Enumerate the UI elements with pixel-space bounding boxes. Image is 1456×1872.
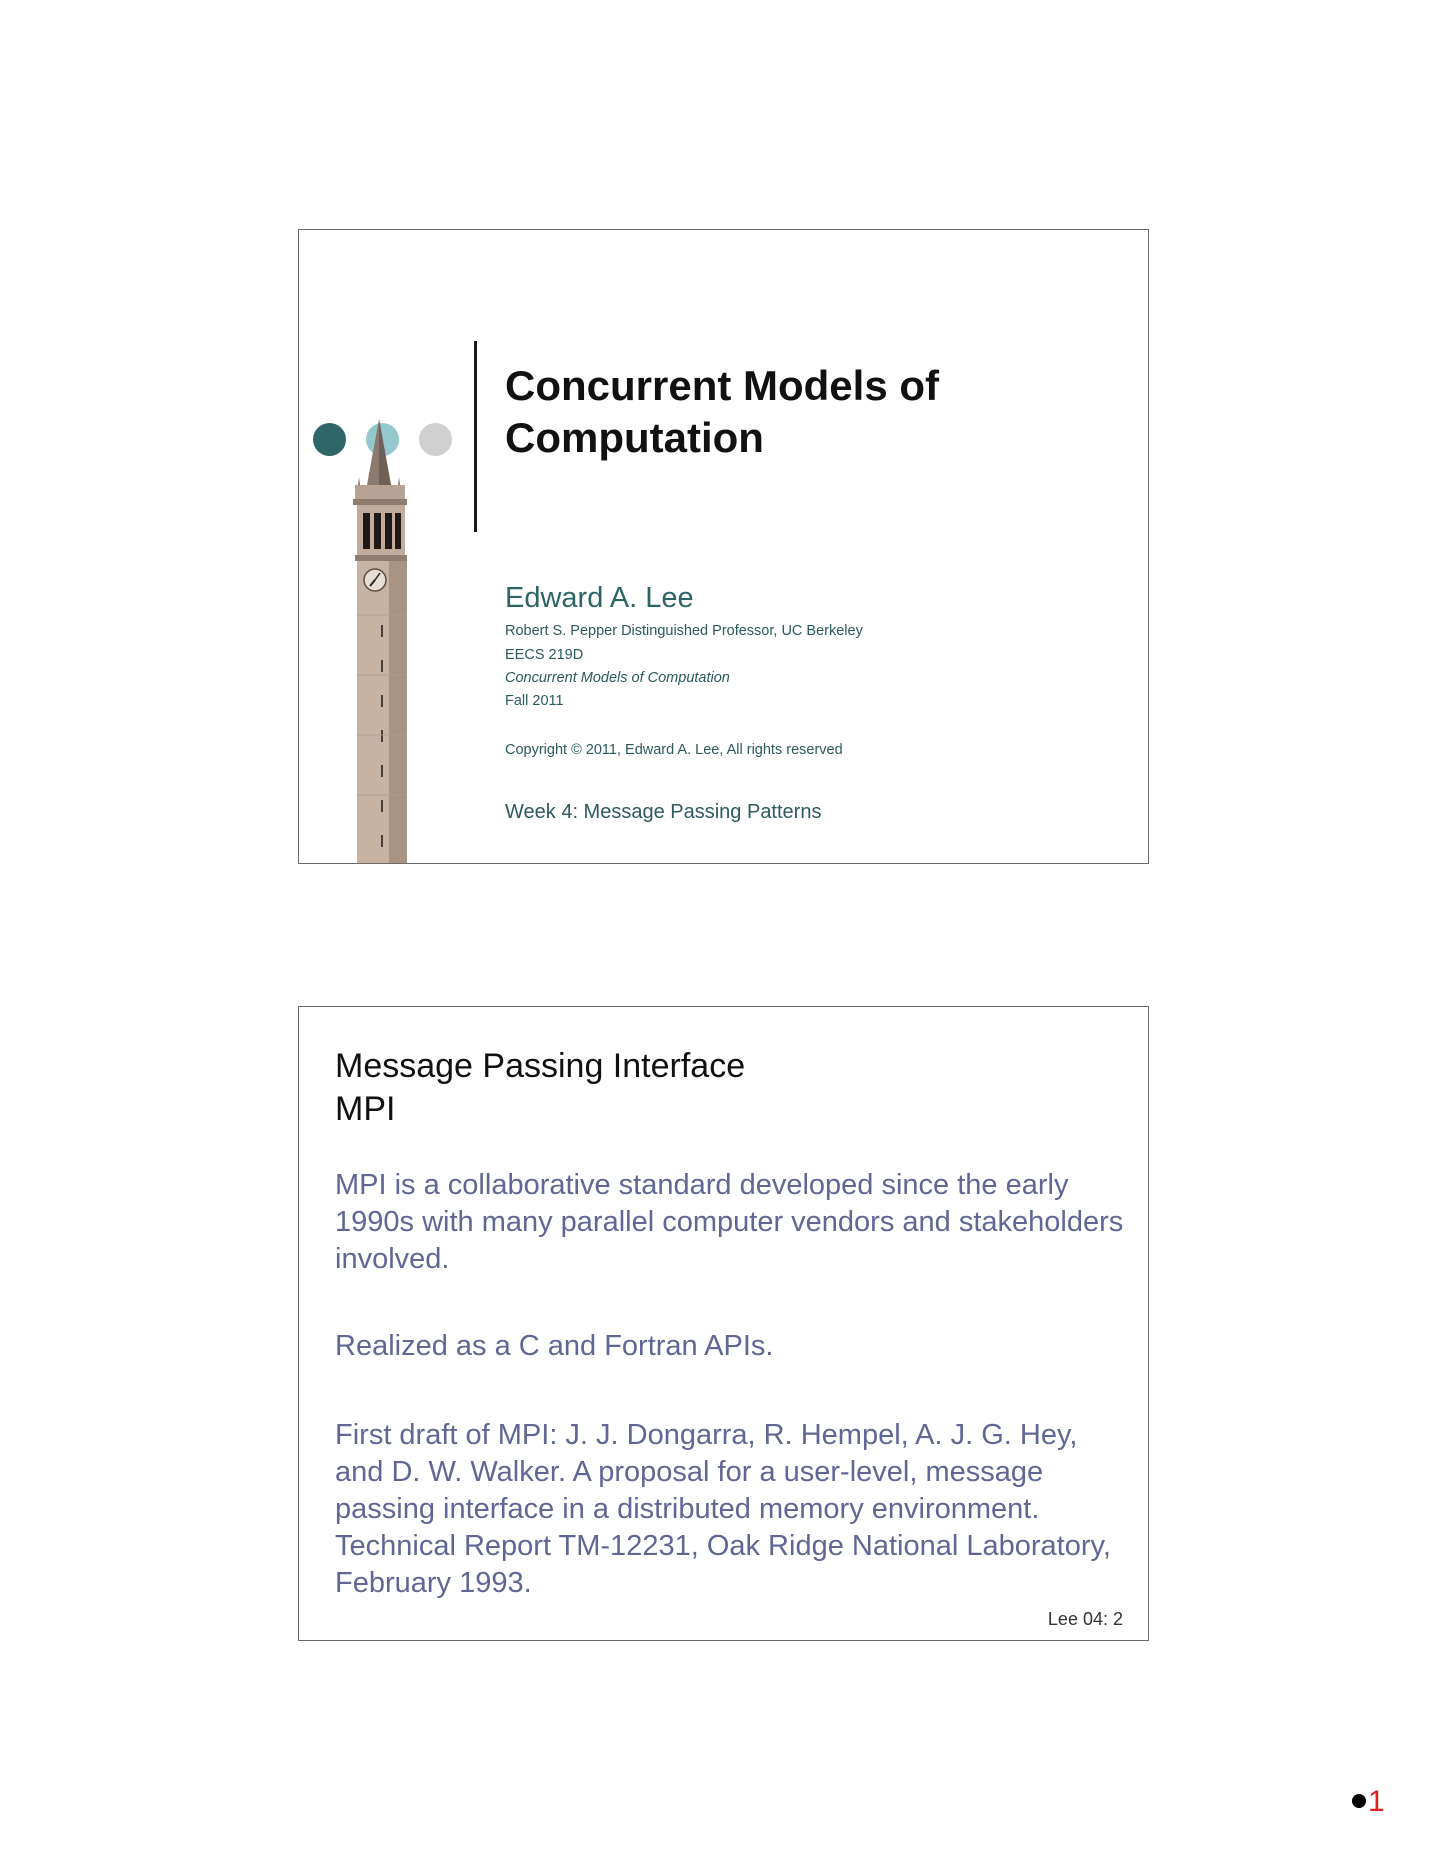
- slide-heading-line-1: Message Passing Interface: [335, 1047, 746, 1085]
- slide-heading-line-2: MPI: [335, 1090, 396, 1128]
- lecture-topic: Week 4: Message Passing Patterns: [505, 801, 822, 823]
- campanile-tower-image: [349, 415, 449, 864]
- title-divider-bar: [474, 341, 477, 532]
- course-name: Concurrent Models of Computation: [505, 670, 730, 686]
- slide-heading: [335, 1045, 745, 1131]
- bullet-icon: [1352, 1794, 1366, 1808]
- title-slide: [298, 229, 1149, 864]
- dark-teal-dot: [313, 423, 346, 456]
- slide-footer: Lee 04: 2: [1047, 1609, 1123, 1629]
- course-code: EECS 219D: [505, 647, 584, 663]
- author-name: Edward A. Lee: [505, 582, 694, 614]
- paragraph-mpi-standard: MPI is a collaborative standard developed since the early 1990s with many parallel computer vendors and stakeholders involved.: [335, 1169, 1124, 1275]
- author-affiliation: Robert S. Pepper Distinguished Professor, UC Berkeley: [505, 623, 863, 639]
- paragraph-apis: Realized as a C and Fortran APIs.: [335, 1330, 774, 1362]
- slide-title: Concurrent Models of Computation: [505, 362, 940, 461]
- copyright-notice: Copyright © 2011, Edward A. Lee, All rights reserved: [505, 742, 843, 758]
- content-slide: [298, 1006, 1149, 1641]
- page-number: [1352, 1785, 1385, 1819]
- paragraph-first-draft: First draft of MPI: J. J. Dongarra, R. Hempel, A. J. G. Hey, and D. W. Walker. A proposal for a user-level, message passing interface in a distributed memory environment. Technical Report TM-12231, Oak Ridge National Laboratory, February 1993.: [335, 1419, 1111, 1599]
- course-term: Fall 2011: [505, 693, 564, 709]
- page-number-value: 1: [1368, 1785, 1385, 1818]
